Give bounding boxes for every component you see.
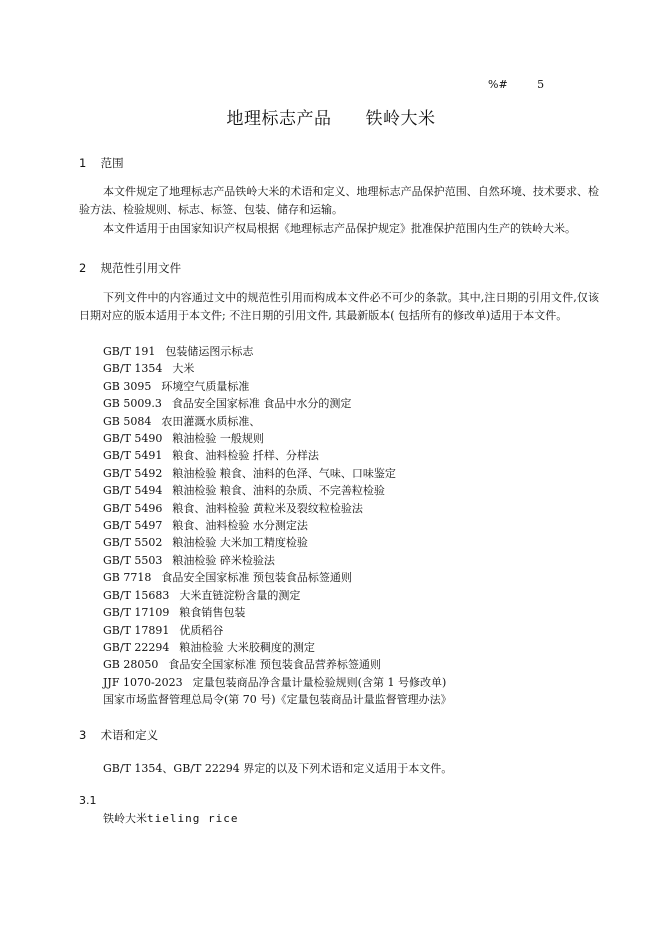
reference-code: GB 5084 (103, 414, 152, 428)
reference-code: GB/T 191 (103, 345, 156, 358)
reference-code: GB/T 5497 (103, 519, 163, 533)
reference-item (103, 691, 452, 708)
reference-code: GB 5009.3 (103, 397, 162, 411)
reference-title: 粮油检验 粮食、油料的杂质、不完善粒检验 (172, 484, 385, 498)
reference-item (103, 569, 452, 586)
reference-item (103, 465, 452, 482)
reference-code: GB 3095 (103, 379, 152, 393)
reference-item (103, 656, 452, 673)
reference-item (103, 447, 452, 464)
reference-title: 粮油检验 碎米检验法 (172, 553, 275, 567)
reference-title: 大米直链淀粉含量的测定 (179, 588, 301, 602)
title-part-1: 地理标志产品 (226, 109, 332, 129)
section-number: 3 (79, 728, 87, 742)
page-number: 5 (537, 78, 545, 91)
reference-item (103, 395, 452, 412)
reference-item (103, 622, 452, 639)
reference-item (103, 482, 452, 499)
term-entry (103, 810, 238, 826)
section-title: 范围 (100, 156, 124, 170)
section-heading-terms (79, 727, 158, 743)
reference-code: JJF 1070-2023 (103, 675, 183, 689)
section-number: 1 (79, 156, 87, 170)
reference-title: 粮油检验 一般规则 (172, 432, 264, 446)
reference-code: GB/T 5503 (103, 553, 163, 567)
reference-title: 粮油检验 大米胶稠度的测定 (179, 640, 315, 654)
reference-item (103, 360, 452, 377)
reference-title: 农田灌溉水质标准、 (161, 414, 261, 428)
reference-title: 粮食销售包装 (179, 606, 246, 620)
section-heading-normative-references (79, 260, 181, 276)
reference-code: GB/T 22294 (103, 640, 170, 654)
reference-title: 环境空气质量标准 (161, 379, 250, 393)
reference-item (103, 378, 452, 395)
reference-title: 包装储运图示标志 (165, 345, 254, 358)
document-title (0, 104, 662, 129)
section-title: 规范性引用文件 (100, 261, 182, 275)
term-chinese: 铁岭大米 (103, 812, 147, 825)
reference-item (103, 500, 452, 517)
reference-code: GB/T 5494 (103, 484, 163, 498)
reference-item (103, 639, 452, 656)
reference-item (103, 552, 452, 569)
reference-code: GB/T 5490 (103, 432, 163, 446)
terms-intro-paragraph: GB/T 1354、GB/T 22294 界定的以及下列术语和定义适用于本文件。 (103, 762, 453, 775)
section-title: 术语和定义 (100, 728, 159, 742)
reference-item (103, 604, 452, 621)
reference-item (103, 413, 452, 430)
reference-item (103, 517, 452, 534)
reference-code: GB/T 17891 (103, 623, 170, 637)
reference-title: 食品安全国家标准 食品中水分的测定 (171, 397, 352, 411)
reference-item (103, 430, 452, 447)
section-number: 2 (79, 261, 87, 275)
reference-code: GB/T 5496 (103, 501, 163, 515)
reference-list (103, 343, 452, 709)
page-header (488, 78, 544, 91)
scope-paragraph-1: 本文件规定了地理标志产品铁岭大米的术语和定义、地理标志产品保护范围、自然环境、技术要求、检验方法、检验规则、标志、标签、包装、储存和运输。 (79, 185, 599, 216)
reference-title: 粮油检验 大米加工精度检验 (172, 536, 308, 550)
references-intro-paragraph: 下列文件中的内容通过文中的规范性引用而构成本文件必不可少的条款。其中,注日期的引用文件,仅该日期对应的版本适用于本文件; 不注日期的引用文件, 其最新版本( 包括所有的修改单)适用于本文件。 (79, 291, 599, 322)
term-english: tieling rice (147, 812, 239, 825)
reference-title: 粮油检验 粮食、油料的色泽、气味、口味鉴定 (172, 466, 396, 480)
reference-title: 粮食、油料检验 黄粒米及裂纹粒检验法 (172, 501, 363, 515)
reference-item (103, 343, 452, 360)
reference-code: GB/T 5491 (103, 449, 163, 463)
reference-item (103, 674, 452, 691)
reference-title: 粮食、油料检验 水分测定法 (172, 519, 308, 533)
reference-code: GB 7718 (103, 571, 152, 585)
reference-title: 食品安全国家标准 预包装食品营养标签通则 (168, 658, 381, 672)
reference-code: GB/T 15683 (103, 588, 170, 602)
reference-code: GB/T 5502 (103, 536, 163, 550)
reference-code: GB 28050 (103, 658, 159, 672)
scope-paragraph-2: 本文件适用于由国家知识产权局根据《地理标志产品保护规定》批准保护范围内生产的铁岭大米。 (103, 222, 576, 235)
reference-title: 食品安全国家标准 预包装食品标签通则 (161, 571, 352, 585)
term-number: 3.1 (79, 794, 97, 807)
reference-title: 大米 (172, 362, 195, 376)
reference-title: 优质稻谷 (179, 623, 224, 637)
reference-title: 国家市场监督管理总局令(第 70 号)《定量包装商品计量监督管理办法》 (103, 693, 452, 707)
reference-title: 粮食、油料检验 扦样、分样法 (172, 449, 319, 463)
reference-title: 定量包装商品净含量计量检验规则(含第 1 号修改单) (192, 675, 447, 689)
header-code: %# (488, 78, 508, 91)
reference-code: GB/T 5492 (103, 466, 163, 480)
title-part-2: 铁岭大米 (365, 109, 436, 129)
reference-code: GB/T 1354 (103, 362, 163, 376)
reference-item (103, 587, 452, 604)
reference-item (103, 534, 452, 551)
reference-code: GB/T 17109 (103, 606, 170, 620)
section-heading-scope (79, 155, 124, 171)
